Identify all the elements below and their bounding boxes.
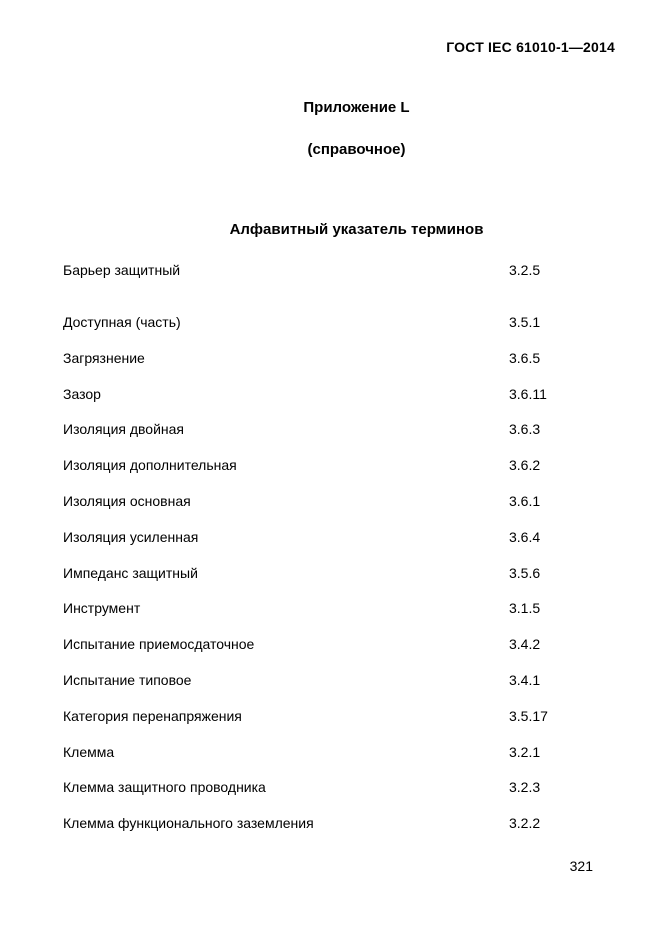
term-row (63, 598, 583, 634)
standard-designation: ГОСТ IEC 61010-1—2014 (446, 39, 615, 55)
term-name: Доступная (часть) (63, 314, 181, 330)
term-row (63, 491, 583, 527)
term-name: Барьер защитный (63, 262, 181, 278)
term-reference: 3.2.1 (509, 743, 541, 760)
term-row (63, 742, 583, 778)
term-reference: 3.6.2 (509, 457, 541, 474)
term-reference: 3.4.2 (509, 636, 541, 653)
term-reference: 3.2.3 (509, 779, 541, 796)
term-reference: 3.5.1 (509, 314, 541, 330)
appendix-title: Приложение L (303, 99, 410, 116)
term-row (63, 777, 583, 813)
term-row (63, 312, 583, 348)
term-name: Испытание приемосдаточное (63, 636, 255, 653)
term-reference: 3.6.5 (509, 349, 541, 366)
term-name: Загрязнение (63, 349, 145, 366)
term-reference: 3.4.1 (509, 671, 541, 688)
term-list (63, 260, 583, 849)
term-name: Зазор (63, 385, 101, 402)
term-row (63, 706, 583, 742)
index-title: Алфавитный указатель терминов (229, 221, 484, 238)
term-reference: 3.6.4 (509, 528, 541, 545)
term-row (63, 455, 583, 491)
term-reference: 3.2.5 (509, 262, 541, 278)
term-row (63, 527, 583, 563)
term-name: Изоляция дополнительная (63, 457, 237, 474)
term-row (63, 348, 583, 384)
term-reference: 3.1.5 (509, 600, 541, 617)
term-name: Клемма функционального заземления (63, 815, 314, 832)
term-row (63, 384, 583, 420)
term-row (63, 419, 583, 455)
term-row (63, 670, 583, 706)
term-row (63, 563, 583, 599)
page-number: 321 (569, 858, 593, 874)
term-reference: 3.5.17 (509, 707, 548, 724)
term-name: Изоляция усиленная (63, 528, 199, 545)
term-name: Клемма защитного проводника (63, 779, 266, 796)
term-reference: 3.6.3 (509, 421, 541, 438)
term-row (63, 813, 583, 849)
term-name: Изоляция основная (63, 492, 191, 509)
term-name: Импеданс защитный (63, 564, 198, 581)
term-reference: 3.5.6 (509, 564, 541, 581)
term-reference: 3.6.1 (509, 492, 541, 509)
term-row (63, 634, 583, 670)
term-name: Категория перенапряжения (63, 707, 242, 724)
term-name: Инструмент (63, 600, 141, 617)
term-name: Клемма (63, 743, 115, 760)
term-name: Изоляция двойная (63, 421, 185, 438)
appendix-subtitle: (справочное) (307, 141, 406, 158)
term-reference: 3.6.11 (509, 385, 547, 402)
term-name: Испытание типовое (63, 671, 192, 688)
term-reference: 3.2.2 (509, 815, 541, 832)
term-row (63, 260, 583, 312)
